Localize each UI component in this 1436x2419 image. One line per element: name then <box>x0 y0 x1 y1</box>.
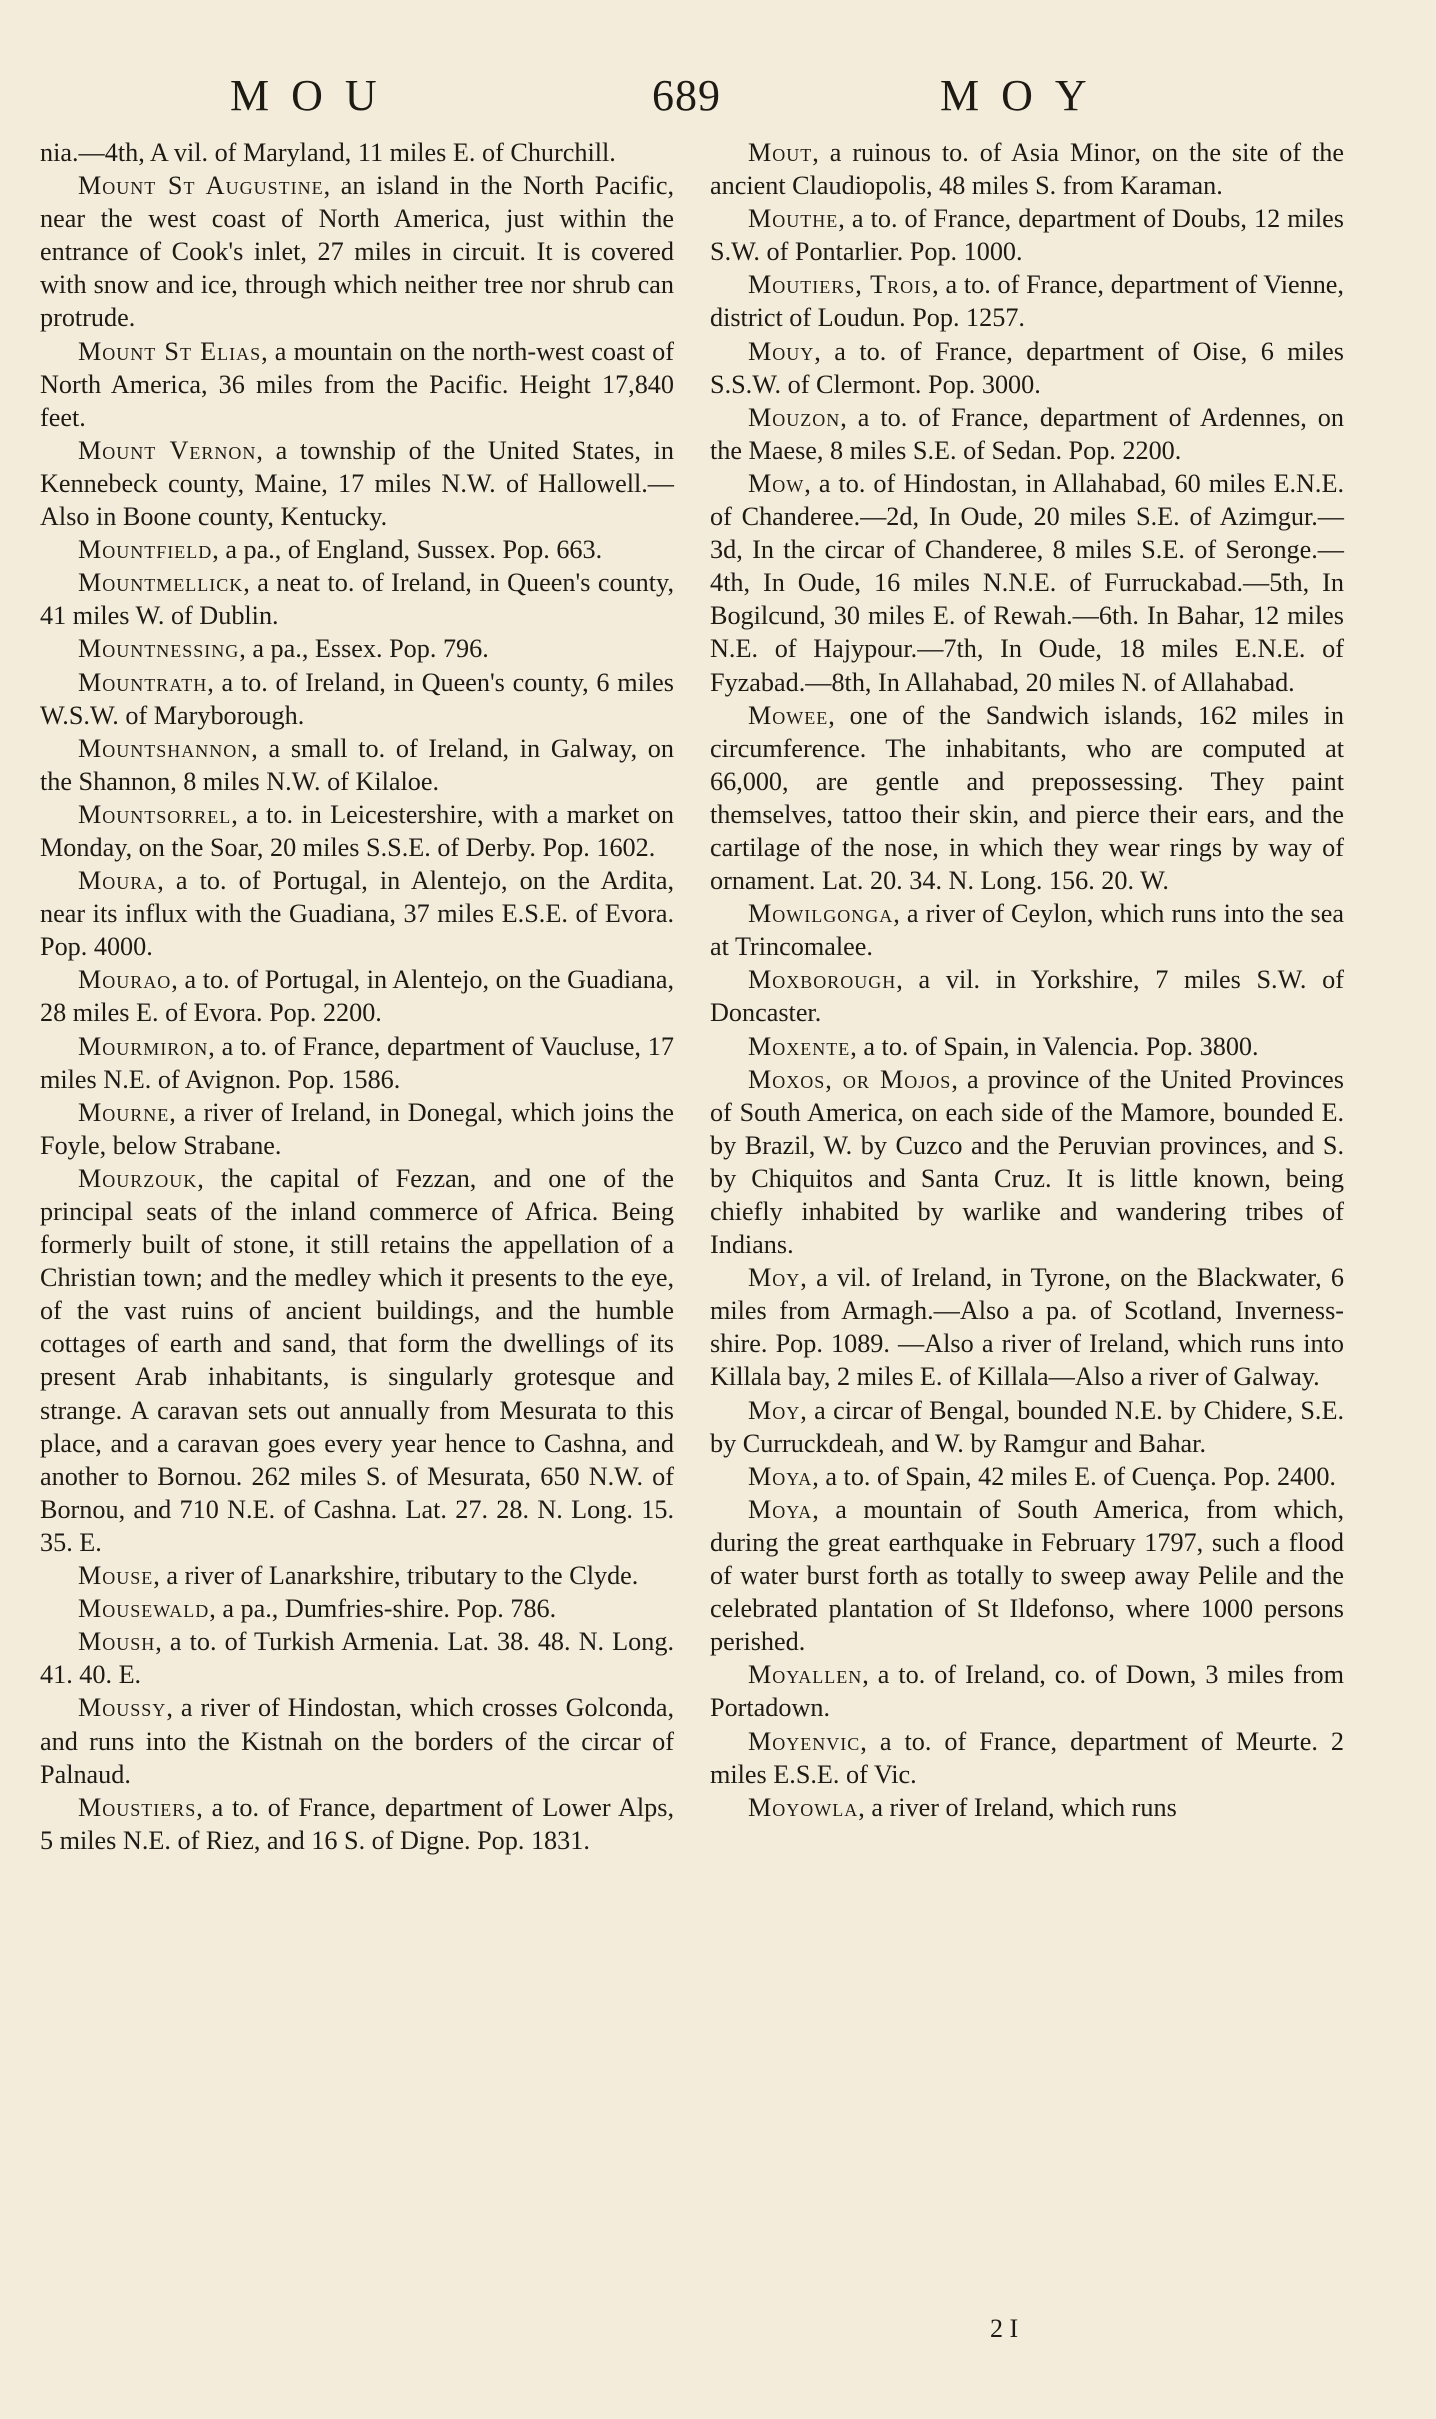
gazetteer-entry <box>40 1559 674 1592</box>
entry-text: , a to. of France, department of Lower Alps, 5 miles N.E. of Riez, and 16 S. of Digne. Pop. 1831. <box>40 1792 674 1855</box>
entry-headword: Moura <box>78 866 158 896</box>
gazetteer-entry <box>710 1493 1344 1658</box>
gazetteer-entry <box>40 335 674 434</box>
entry-text: , a to. of Spain, in Valencia. Pop. 3800. <box>850 1031 1259 1061</box>
entry-headword: Moyowla <box>748 1792 859 1822</box>
entry-text: , an island in the North Pacific, near the west coast of North America, just within the entrance of Cook's inlet, 27 miles in circuit. It is covered with snow and ice, through which neither tree nor shrub can protrude. <box>40 171 675 333</box>
gazetteer-entry <box>40 533 674 566</box>
entry-headword: Moy <box>748 1263 801 1293</box>
gazetteer-entry <box>40 798 674 864</box>
entry-headword: Mountfield <box>78 535 213 565</box>
gazetteer-entry <box>40 963 674 1029</box>
entry-headword: Mourne <box>78 1097 170 1127</box>
entry-headword: Moustiers <box>78 1792 197 1822</box>
entry-text: , a pa., of England, Sussex. Pop. 663. <box>212 535 603 565</box>
entry-headword: Moussy <box>78 1693 167 1723</box>
entry-headword: Mouse <box>78 1561 154 1591</box>
entry-headword: Mout <box>748 138 813 167</box>
entry-headword: Moxos, or Mojos <box>748 1064 952 1094</box>
right-column <box>710 136 1344 1824</box>
entry-headword: Mountsorrel <box>78 799 232 829</box>
entry-headword: Moxborough <box>748 965 897 995</box>
gazetteer-entry <box>710 335 1344 401</box>
gazetteer-entry <box>40 1030 674 1096</box>
gazetteer-entry <box>40 1592 674 1625</box>
entry-text: , a to. of France, department of Oise, 6 miles S.S.W. of Clermont. Pop. 3000. <box>710 336 1344 399</box>
gazetteer-entry <box>40 632 674 665</box>
entry-headword: Moya <box>748 1461 813 1491</box>
printer-signature-mark: 2 I <box>990 2314 1019 2343</box>
entry-headword: Mourzouk <box>78 1163 198 1193</box>
entry-text: , a to. of France, department of Doubs, 12 miles S.W. of Pontarlier. Pop. 1000. <box>710 204 1344 267</box>
entry-headword: Moy <box>748 1395 801 1425</box>
entry-text: , a to. of France, department of Meurte. 2 miles E.S.E. of Vic. <box>710 1726 1344 1789</box>
entry-text: , a vil. in Yorkshire, 7 miles S.W. of Doncaster. <box>710 965 1344 1028</box>
gazetteer-entry <box>710 1791 1344 1824</box>
entry-headword: Mount Vernon <box>78 435 257 465</box>
gazetteer-entry <box>40 1791 674 1857</box>
entry-text: , a to. of Spain, 42 miles E. of Cuença. Pop. 2400. <box>812 1461 1336 1491</box>
entry-headword: Mountnessing <box>78 634 240 664</box>
entry-text: , a river of Ireland, in Donegal, which joins the Foyle, below Strabane. <box>40 1097 674 1160</box>
entry-headword: Mourao <box>78 965 172 995</box>
entry-headword: Moyallen <box>748 1660 863 1690</box>
gazetteer-entry <box>710 963 1344 1029</box>
entry-text: , a pa., Dumfries-shire. Pop. 786. <box>209 1594 557 1624</box>
entry-headword: Mousewald <box>78 1594 210 1624</box>
entry-text: , a to. of Turkish Armenia. Lat. 38. 48. N. Long. 41. 40. E. <box>40 1627 674 1690</box>
entry-headword: Moutiers, Trois <box>748 270 933 300</box>
header-right-guideword: MOY <box>940 71 1109 120</box>
entry-text: , a to. of Ireland, in Queen's county, 6 miles W.S.W. of Maryborough. <box>40 667 674 730</box>
gazetteer-entry <box>40 864 674 963</box>
entry-text: , a province of the United Provinces of South America, on each side of the Mamore, bounded E. by Brazil, W. by Cuzco and the Peruvian provinces, and S. by Chiquitos and Santa Cruz. It is little known, being chiefly inhabited by warlike and wandering tribes of Indians. <box>710 1064 1344 1260</box>
gazetteer-entry <box>710 268 1344 334</box>
gazetteer-entry <box>40 169 674 334</box>
left-column <box>40 136 674 1857</box>
entry-text: , the capital of Fezzan, and one of the principal seats of the inland commerce of Africa. Being formerly built of stone, it still retains the appellation of a Christian town; and the medley which it presents to the eye, of the vast ruins of ancient buildings, and the humble cottages of earth and sand, that form the dwellings of its present Arab inhabitants, is singularly grotesque and strange. A caravan sets out annually from Mesurata to this place, and a caravan goes every year hence to Cashna, and another to Bornou. 262 miles S. of Mesurata, 650 N.W. of Bornou, and 710 N.E. of Cashna. Lat. 27. 28. N. Long. 15. 35. E. <box>40 1163 674 1557</box>
entry-text: , a river of Ceylon, which runs into the sea at Trincomalee. <box>710 899 1344 962</box>
entry-text: , a to. of Portugal, in Alentejo, on the Guadiana, 28 miles E. of Evora. Pop. 2200. <box>40 965 674 1028</box>
entry-text: nia.—4th, A vil. of Maryland, 11 miles E. of Churchill. <box>40 138 616 167</box>
gazetteer-entry <box>710 1261 1344 1393</box>
gazetteer-entry <box>40 732 674 798</box>
header-left-guideword: MOU <box>230 71 399 120</box>
gazetteer-entry <box>710 136 1344 202</box>
entry-text: , a river of Hindostan, which crosses Golconda, and runs into the Kistnah on the borders of the circar of Palnaud. <box>40 1693 674 1789</box>
entry-headword: Mouy <box>748 336 815 366</box>
gazetteer-entry <box>710 897 1344 963</box>
entry-headword: Mouzon <box>748 402 841 432</box>
entry-text: , a small to. of Ireland, in Galway, on the Shannon, 8 miles N.W. of Kilaloe. <box>40 733 674 796</box>
entry-headword: Mount St Augustine <box>78 171 324 201</box>
gazetteer-entry <box>40 666 674 732</box>
entry-text: , a to. of Ireland, co. of Down, 3 miles from Portadown. <box>710 1660 1344 1723</box>
entry-headword: Mow <box>748 468 805 498</box>
gazetteer-entry <box>710 1460 1344 1493</box>
gazetteer-entry <box>40 1691 674 1790</box>
entry-text: , a to. of France, department of Vaucluse, 17 miles N.E. of Avignon. Pop. 1586. <box>40 1031 674 1094</box>
gazetteer-entry <box>710 1394 1344 1460</box>
entry-headword: Mowilgonga <box>748 899 894 929</box>
gazetteer-entry <box>710 1658 1344 1724</box>
entry-headword: Mowee <box>748 700 829 730</box>
entry-headword: Moush <box>78 1627 156 1657</box>
entry-text: , a river of Ireland, which runs <box>858 1792 1177 1822</box>
entry-headword: Mountmellick <box>78 568 244 598</box>
entry-headword: Mourmiron <box>78 1031 209 1061</box>
gazetteer-entry <box>710 1063 1344 1262</box>
entry-headword: Mouthe <box>748 204 839 234</box>
gazetteer-entry <box>710 202 1344 268</box>
entry-text: , one of the Sandwich islands, 162 miles in circumference. The inhabitants, who are computed at 66,000, are gentle and prepossessing. They paint themselves, tattoo their skin, and pierce their ears, and the cartilage of the nose, in which they wear rings by way of ornament. Lat. 20. 34. N. Long. 156. 20. W. <box>710 700 1344 896</box>
entry-headword: Moyenvic <box>748 1726 861 1756</box>
gazetteer-entry <box>40 1162 674 1559</box>
entry-headword: Mountrath <box>78 667 208 697</box>
entry-text: , a mountain of South America, from which, during the great earthquake in February 1797, such a flood of water burst forth as totally to sweep away Pelile and the celebrated plantation of St Ildefonso, where 1000 persons perished. <box>710 1494 1344 1657</box>
entry-text: , a to. of France, department of Ardennes, on the Maese, 8 miles S.E. of Sedan. Pop. 2200. <box>710 402 1344 465</box>
entry-text: , a township of the United States, in Kennebeck county, Maine, 17 miles N.W. of Hallowell.—Also in Boone county, Kentucky. <box>40 435 674 532</box>
gazetteer-entry <box>710 467 1344 699</box>
page-number: 689 <box>652 71 721 120</box>
entry-headword: Mountshannon <box>78 733 252 763</box>
gazetteer-entry <box>710 1030 1344 1063</box>
gazetteer-entry <box>710 699 1344 898</box>
entry-headword: Moxente <box>748 1031 851 1061</box>
gazetteer-entry <box>40 566 674 632</box>
gazetteer-entry <box>710 1725 1344 1791</box>
gazetteer-entry <box>40 434 674 533</box>
entry-text: , a circar of Bengal, bounded N.E. by Chidere, S.E. by Curruckdeah, and W. by Ramgur and Bahar. <box>710 1395 1344 1458</box>
entry-text: , a vil. of Ireland, in Tyrone, on the Blackwater, 6 miles from Armagh.—Also a pa. of Scotland, Inverness-shire. Pop. 1089. —Also a river of Ireland, which runs into Killala bay, 2 miles E. of Killala—Also a river of Galway. <box>710 1263 1344 1392</box>
entry-text: , a to. of Portugal, in Alentejo, on the Ardita, near its influx with the Guadiana, 37 miles E.S.E. of Evora. Pop. 4000. <box>40 866 674 962</box>
entry-headword: Mount St Elias <box>78 336 262 366</box>
entry-text: , a to. of France, department of Vienne, district of Loudun. Pop. 1257. <box>710 270 1344 333</box>
entry-text: , a river of Lanarkshire, tributary to the Clyde. <box>153 1561 639 1591</box>
gazetteer-entry <box>710 401 1344 467</box>
entry-text: , a to. in Leicestershire, with a market on Monday, on the Soar, 20 miles S.S.E. of Derby. Pop. 1602. <box>40 799 674 862</box>
entry-text: , a pa., Essex. Pop. 796. <box>239 634 489 664</box>
running-header <box>0 66 1436 126</box>
gazetteer-entry <box>40 1625 674 1691</box>
entry-text: , a neat to. of Ireland, in Queen's county, 41 miles W. of Dublin. <box>40 568 674 631</box>
entry-text: , a mountain on the north-west coast of North America, 36 miles from the Pacific. Height 17,840 feet. <box>40 336 674 432</box>
gazetteer-entry <box>40 136 674 169</box>
entry-text: , a ruinous to. of Asia Minor, on the site of the ancient Claudiopolis, 48 miles S. from Karaman. <box>710 138 1344 201</box>
gazetteer-entry <box>40 1096 674 1162</box>
entry-text: , a to. of Hindostan, in Allahabad, 60 miles E.N.E. of Chanderee.—2d, In Oude, 20 miles S.E. of Azimgur.—3d, In the circar of Chanderee, 8 miles S.E. of Seronge.—4th, In Oude, 16 miles N.N.E. of Furruckabad.—5th, In Bogilcund, 30 miles E. of Rewah.—6th. In Bahar, 12 miles N.E. of Hajypour.—7th, In Oude, 18 miles E.N.E. of Fyzabad.—8th, In Allahabad, 20 miles N. of Allahabad. <box>710 468 1344 697</box>
entry-headword: Moya <box>748 1494 813 1524</box>
